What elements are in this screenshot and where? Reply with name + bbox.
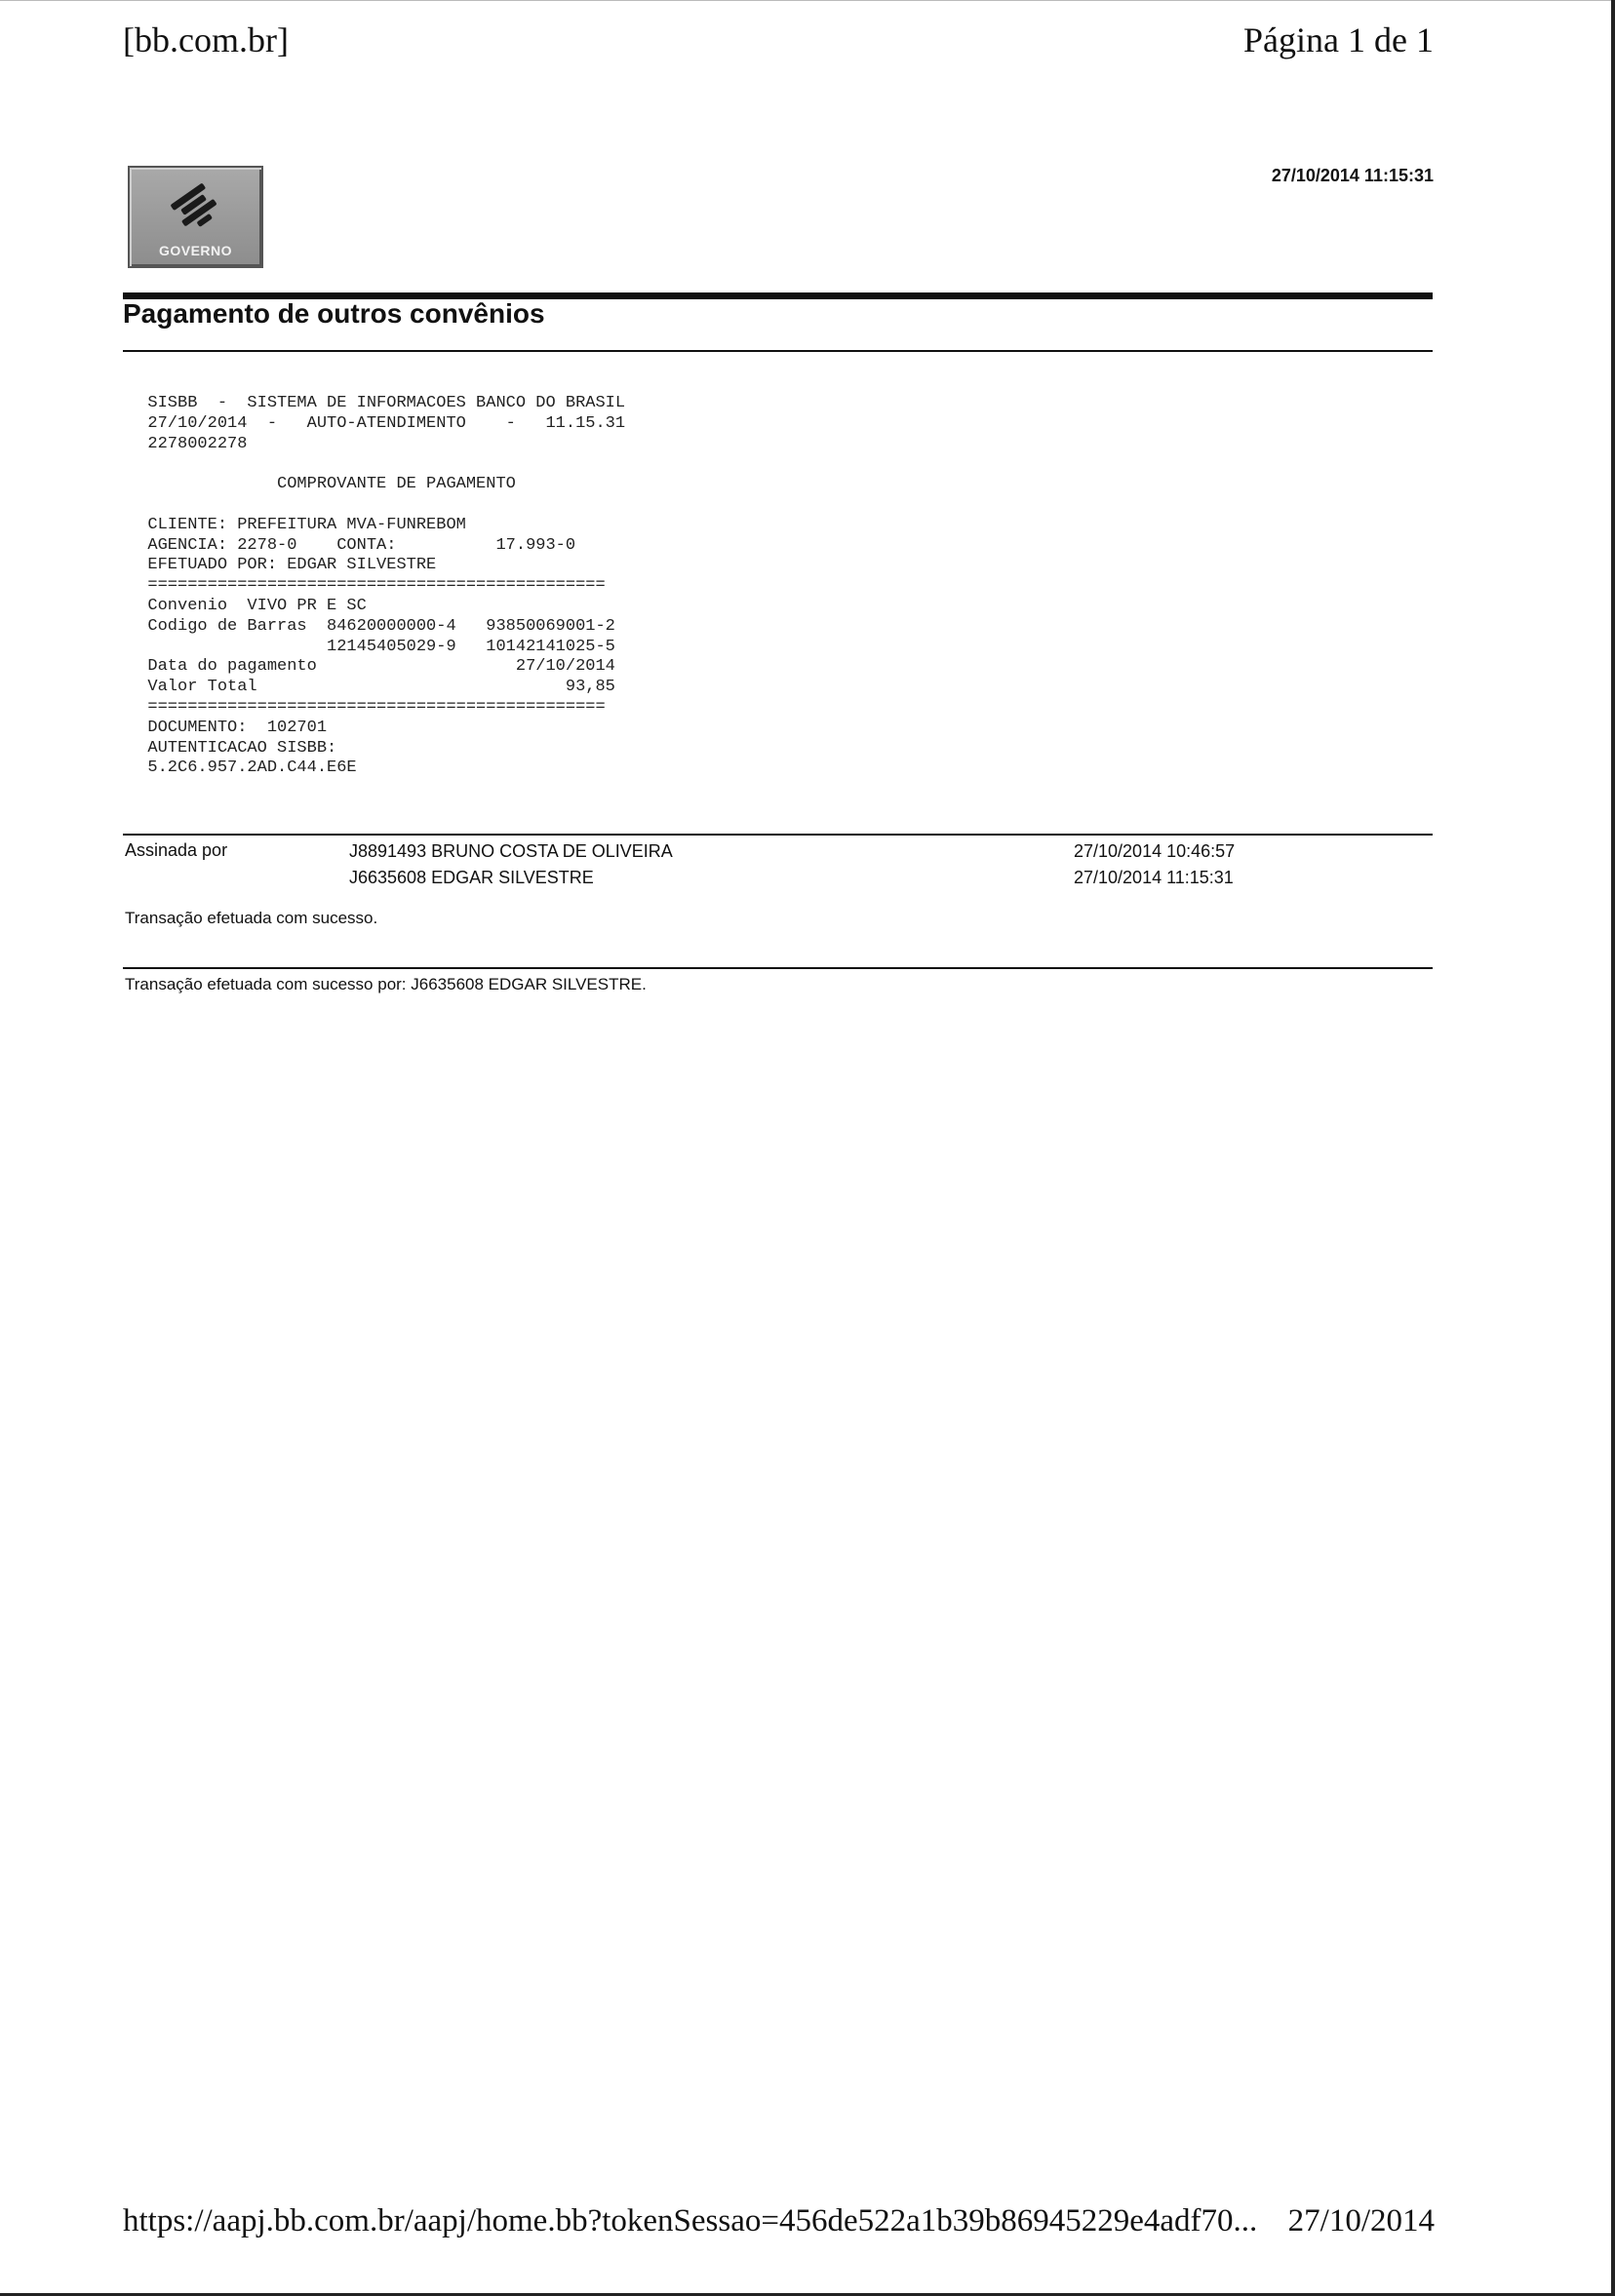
transaction-status-detail: Transação efetuada com sucesso por: J6635608 EDGAR SILVESTRE. — [125, 975, 647, 993]
banco-do-brasil-logo-icon — [130, 174, 261, 242]
receipt-line: 27/10/2014 - AUTO-ATENDIMENTO - 11.15.31 — [128, 413, 626, 433]
receipt-line: AUTENTICACAO SISBB: — [128, 738, 337, 758]
print-header-site: [bb.com.br] — [123, 20, 289, 59]
receipt-line: Data do pagamento 27/10/2014 — [128, 657, 615, 677]
print-footer-date: 27/10/2014 — [1287, 2203, 1435, 2238]
payment-receipt — [128, 394, 625, 779]
title-rule-thin — [123, 350, 1433, 352]
signer-name: J6635608 EDGAR SILVESTRE — [349, 868, 594, 887]
print-footer-url: https://aapj.bb.com.br/aapj/home.bb?tokenSessao=456de522a1b39b86945229e4adf70... — [123, 2203, 1258, 2238]
logo-label: GOVERNO — [158, 243, 233, 258]
transaction-status: Transação efetuada com sucesso. — [125, 909, 378, 927]
signatures-rule — [123, 834, 1433, 836]
receipt-line: Codigo de Barras 84620000000-4 93850069001-2 — [128, 616, 615, 636]
receipt-line: COMPROVANTE DE PAGAMENTO — [128, 475, 516, 494]
receipt-line: Valor Total 93,85 — [128, 678, 615, 697]
receipt-line: SISBB - SISTEMA DE INFORMACOES BANCO DO BRASIL — [128, 394, 626, 412]
receipt-line: ============================================== — [128, 576, 606, 596]
receipt-line: 5.2C6.957.2AD.C44.E6E — [128, 759, 357, 778]
receipt-line: 12145405029-9 10142141025-5 — [128, 637, 615, 656]
print-header-page-number: Página 1 de 1 — [1243, 20, 1434, 59]
page-title: Pagamento de outros convênios — [123, 298, 545, 329]
receipt-line: AGENCIA: 2278-0 CONTA: 17.993-0 — [128, 535, 576, 555]
signature-date: 27/10/2014 10:46:57 — [1074, 841, 1236, 861]
receipt-line: 2278002278 — [128, 434, 248, 453]
receipt-line: DOCUMENTO: 102701 — [128, 718, 328, 737]
signer-name: J8891493 BRUNO COSTA DE OLIVEIRA — [349, 841, 673, 861]
governo-logo — [128, 166, 263, 268]
receipt-line: ============================================== — [128, 697, 606, 717]
print-datetime: 27/10/2014 11:15:31 — [1271, 166, 1434, 185]
status-rule — [123, 967, 1433, 969]
scan-edge-right — [1611, 0, 1615, 2296]
scan-edge-top — [0, 0, 1615, 1]
receipt-line: EFETUADO POR: EDGAR SILVESTRE — [128, 556, 437, 575]
signed-by-label: Assinada por — [125, 840, 228, 860]
receipt-line: CLIENTE: PREFEITURA MVA-FUNREBOM — [128, 515, 466, 534]
signature-date: 27/10/2014 11:15:31 — [1074, 868, 1234, 887]
receipt-line: Convenio VIVO PR E SC — [128, 596, 367, 615]
